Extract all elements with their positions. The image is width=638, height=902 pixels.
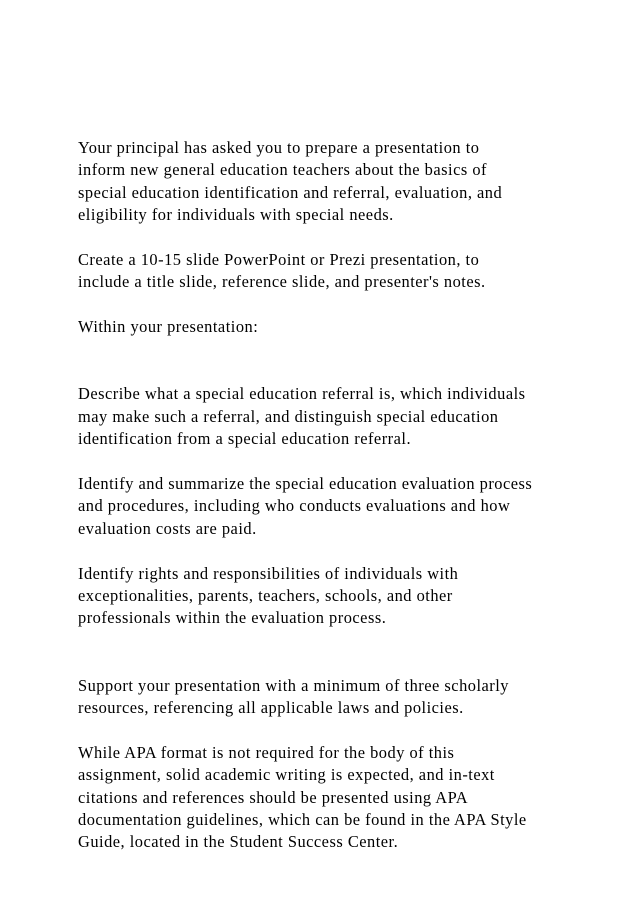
presentation-requirements-paragraph: Create a 10-15 slide PowerPoint or Prezi presentation, to include a title slide, reference slide, and presenter's notes. <box>78 250 486 292</box>
within-presentation-heading: Within your presentation: <box>78 317 259 337</box>
rights-responsibilities-paragraph: Identify rights and responsibilities of individuals with exceptionalities, parents, teachers, schools, and other professionals within the evaluation process. <box>78 563 459 628</box>
support-resources-paragraph: Support your presentation with a minimum of three scholarly resources, referencing all applicable laws and policies. <box>78 675 509 718</box>
paragraph-spacer <box>78 540 618 562</box>
paragraph-spacer <box>78 227 618 249</box>
paragraph-spacer <box>78 294 618 316</box>
paragraph-spacer <box>78 630 618 675</box>
referral-paragraph: Describe what a special education referral is, which individuals may make such a referral, and distinguish special education identification from a special education referral. <box>78 384 526 449</box>
apa-format-paragraph: While APA format is not required for the body of this assignment, solid academic writing is expected, and in-text citations and references should be presented using APA documentation guidelines, which can be found in the APA Style Guide, located in the Student Success Center. <box>78 742 527 852</box>
paragraph-spacer <box>78 451 618 473</box>
evaluation-process-paragraph: Identify and summarize the special education evaluation process and procedures, including who conducts evaluations and how evaluation costs are paid. <box>78 474 533 538</box>
paragraph-spacer <box>78 339 618 384</box>
intro-paragraph: Your principal has asked you to prepare a presentation to inform new general education teachers about the basics of special education identification and referral, evaluation, and eligibility for individuals with special needs. <box>78 138 503 225</box>
document-body <box>78 137 618 854</box>
paragraph-spacer <box>78 719 618 741</box>
